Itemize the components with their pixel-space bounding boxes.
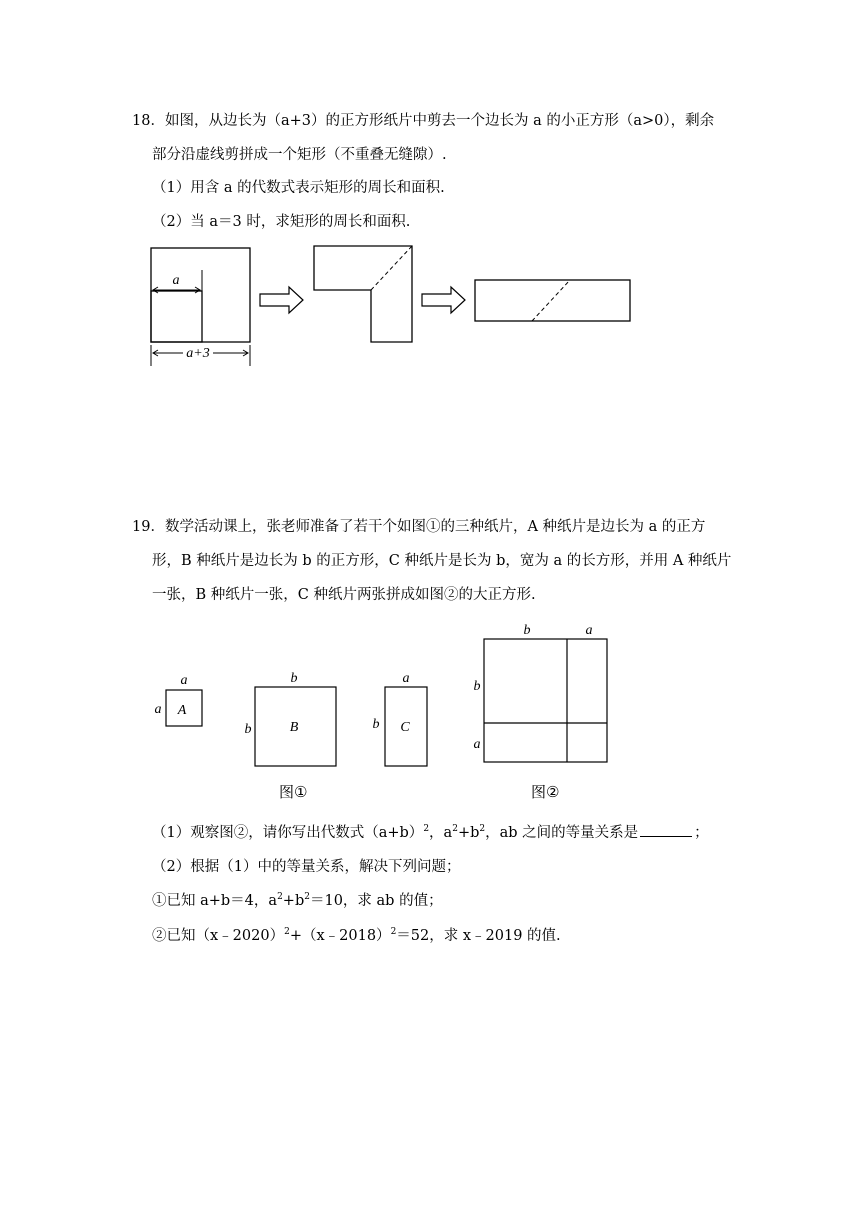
q18-part1: （1）用含 a 的代数式表示矩形的周长和面积. [152,180,445,196]
piece-b-name: B [289,720,299,735]
piece-c-side-label: b [372,717,380,732]
fig2-left-a-label: a [473,737,481,752]
q18-stem-line2: 部分沿虚线剪拼成一个矩形（不重叠无缝隙）. [152,147,447,163]
fig2-top-b-label: b [523,623,531,638]
q19-sub1: ①已知 a+b＝4，$a^2+b^2=10$，求 ab 的值； [152,892,443,909]
fig1-caption: 图① [279,783,308,801]
dim-a-label: a [172,273,180,288]
q19-stem-line2: 形，B 种纸片是边长为 b 的正方形，C 种纸片是长为 b，宽为 a 的长方形，并用 A 种纸片 [152,553,732,569]
dim-a3-label: a+3 [186,346,210,361]
fig2-caption: 图② [531,783,560,801]
piece-c-name: C [400,720,410,735]
fig2-left-b-label: b [473,679,481,694]
q18-part2: （2）当 a＝3 时，求矩形的周长和面积. [152,214,411,230]
fig2-top-a-label: a [585,623,593,638]
q19-stem-line3: 一张，B 种纸片一张，C 种纸片两张拼成如图②的大正方形. [152,587,536,603]
q18-stem-line1: 18．如图，从边长为（a+3）的正方形纸片中剪去一个边长为 a 的小正方形（a>0），剩余 [132,113,715,129]
q19-part1: （1）观察图②，请你写出代数式$(a+b)^2$，$a^2+b^2$，ab 之间的等量关系是 ； [152,822,709,843]
answer-blank[interactable] [640,822,692,837]
piece-a-name: A [177,703,187,718]
q19-sub2: ②已知（x﹣2020）$^2$+（x﹣2018）$^2$＝52，求 x﹣2019 的值. [152,927,561,944]
q19-stem-line1: 19．数学活动课上，张老师准备了若干个如图①的三种纸片，A 种纸片是边长为 a 的正方 [132,519,706,535]
piece-b-top-label: b [290,671,298,686]
piece-c-top-label: a [402,671,410,686]
q19-part2: （2）根据（1）中的等量关系，解决下列问题； [152,859,461,875]
piece-a-top-label: a [180,673,188,688]
piece-a-side-label: a [154,702,162,717]
piece-b-side-label: b [244,722,252,737]
big-composite-square [484,639,607,762]
